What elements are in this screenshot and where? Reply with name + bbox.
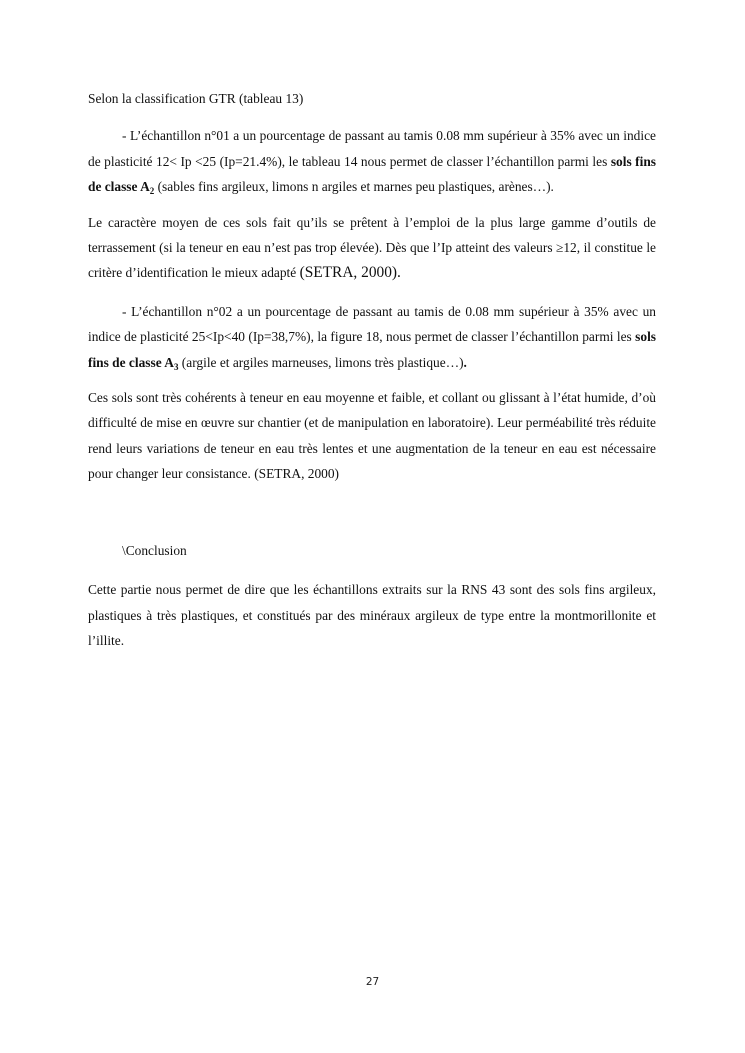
moderate-soils-paragraph: [88, 210, 656, 286]
sample-1-text-before-bold: - L’échantillon n°01 a un pourcentage de passant au tamis 0.08 mm supérieur à 35% avec un indice de plasticité 12< Ip <25 (Ip=21.4%), le tableau 14 nous permet de classer l’échantillon parmi les: [88, 128, 656, 169]
sample-2-class-subscript: 3: [173, 361, 179, 372]
sample-1-paragraph: [88, 123, 656, 199]
page-number: 27: [365, 976, 380, 988]
sample-1-class-subscript: 2: [149, 186, 155, 197]
classification-intro: Selon la classification GTR (tableau 13): [88, 91, 304, 106]
conclusion-heading: \Conclusion: [122, 542, 187, 558]
sample-1-text-after-bold: (sables fins argileux, limons n argiles et marnes peu plastiques, arènes…).: [154, 179, 554, 195]
sample-2-paragraph: [88, 299, 656, 375]
conclusion-paragraph: Cette partie nous permet de dire que les échantillons extraits sur la RNS 43 sont des sols fins argileux, plastiques à très plastiques, et constitués par des minéraux argileux de type entre la montmorillonite et l’illite.: [88, 582, 656, 648]
setra-reference: (SETRA, 2000).: [299, 264, 401, 282]
sample-2-text-after-bold: (argile et argiles marneuses, limons très plastique…): [178, 354, 464, 370]
document-body: [88, 86, 656, 653]
cohesive-soils-paragraph: Ces sols sont très cohérents à teneur en eau moyenne et faible, et collant ou glissant à l’état humide, d’où difficulté de mise en œuvre sur chantier (et de manipulation en laboratoire). Leur perméabilité très réduite rend leurs variations de teneur en eau très lentes et une augmentation de la teneur en eau est nécessaire pour changer leur consistance. (SETRA, 2000): [88, 390, 656, 482]
sample-1-class-label: sols fins de classe $A_2$: [88, 153, 656, 197]
sample-2-class-label: sols fins de classe $A_3$: [88, 329, 656, 372]
sample-2-text-before-bold: - L’échantillon n°02 a un pourcentage de passant au tamis de 0.08 mm supérieur à 35% avec un indice de plasticité 25<Ip<40 (Ip=38,7%), la figure 18, nous permet de classer l’échantillon parmi les: [88, 303, 656, 345]
moderate-soils-text: Le caractère moyen de ces sols fait qu’ils se prêtent à l’emploi de la plus large gamme d’outils de terrassement (si la teneur en eau n’est pas trop élevée). Dès que l’Ip atteint des valeurs ≥12, il constitue le critère d’identification le mieux adapté: [88, 214, 656, 281]
sample-2-bold-period: .: [463, 354, 467, 370]
